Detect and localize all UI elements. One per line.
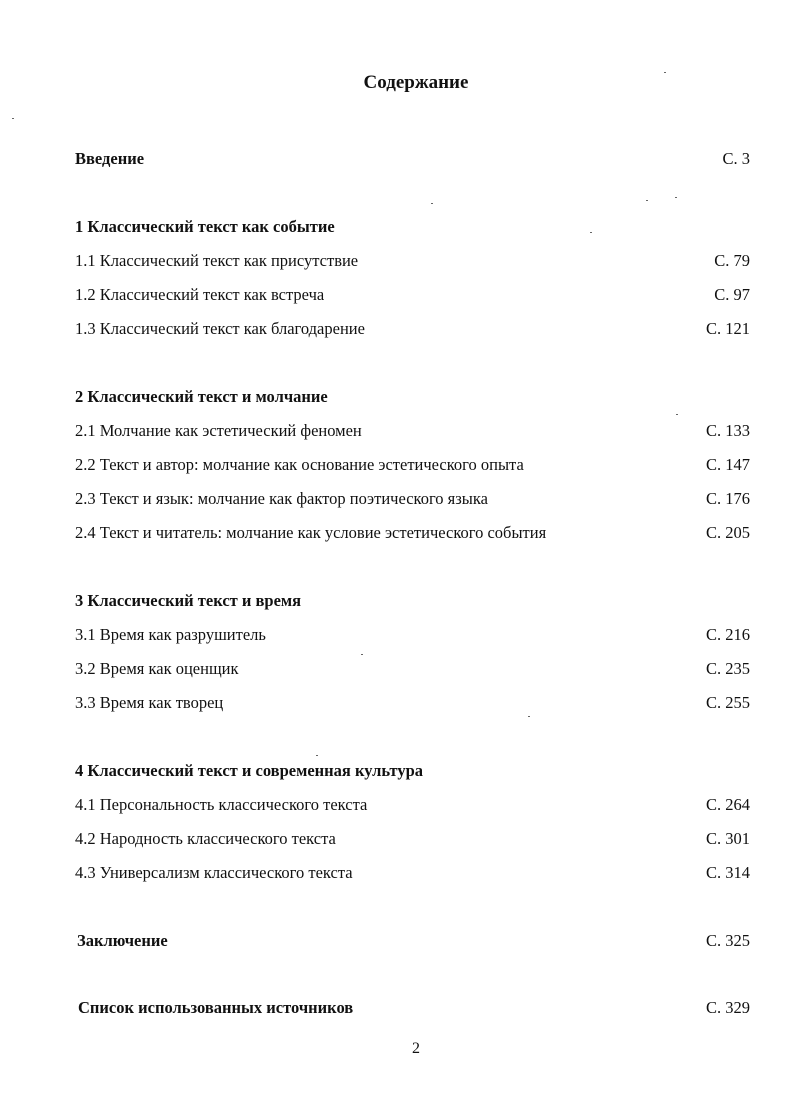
scan-speck: [590, 232, 592, 233]
toc-entry: [0, 659, 792, 683]
scan-speck: [646, 200, 648, 201]
toc-entry-conclusion: [0, 931, 792, 955]
toc-label: 4.1 Персональность классического текста: [75, 795, 368, 814]
toc-entry: [0, 455, 792, 479]
scan-speck: [12, 118, 14, 119]
toc-entry: [0, 523, 792, 547]
toc-entry-sources: [0, 998, 792, 1022]
scan-speck: [664, 72, 666, 73]
toc-label: 3.1 Время как разрушитель: [75, 625, 266, 644]
toc-entry: [0, 319, 792, 343]
toc-entry: [0, 829, 792, 853]
toc-page-ref: С. 235: [705, 659, 750, 678]
toc-label: 4.2 Народность классического текста: [75, 829, 336, 848]
page-number: 2: [412, 1040, 420, 1057]
toc-label: 1.1 Классический текст как присутствие: [75, 251, 359, 270]
toc-entry: [0, 285, 792, 309]
toc-label: 3.3 Время как творец: [75, 693, 224, 712]
toc-chapter-3-heading: [0, 591, 792, 615]
toc-page-ref: С. 79: [714, 251, 750, 270]
toc-page-ref: С. 97: [714, 285, 750, 304]
toc-chapter-1-heading: [0, 217, 792, 241]
scan-speck: [316, 755, 318, 756]
toc-chapter-4-heading: [0, 761, 792, 785]
page-title: Содержание: [363, 72, 469, 93]
toc-entry: [0, 863, 792, 887]
toc-label: Заключение: [77, 931, 168, 950]
toc-page-ref: С. 329: [705, 998, 750, 1017]
toc-label: Введение: [75, 149, 145, 168]
toc-label: 2.3 Текст и язык: молчание как фактор поэтического языка: [75, 489, 488, 508]
toc-label: 1 Классический текст как событие: [75, 217, 335, 236]
scan-speck: [361, 654, 363, 655]
toc-chapter-2-heading: [0, 387, 792, 411]
scan-speck: [675, 197, 677, 198]
toc-label: 4.3 Универсализм классического текста: [75, 863, 353, 882]
toc-label: 2.2 Текст и автор: молчание как основание эстетического опыта: [75, 455, 524, 474]
toc-page-ref: С. 3: [722, 149, 750, 168]
toc-label: 2 Классический текст и молчание: [75, 387, 328, 406]
toc-entry: [0, 489, 792, 513]
toc-label: 1.2 Классический текст как встреча: [75, 285, 325, 304]
toc-label: 4 Классический текст и современная культура: [75, 761, 423, 780]
toc-entry: [0, 251, 792, 275]
toc-page-ref: С. 325: [705, 931, 750, 950]
toc-label: 2.1 Молчание как эстетический феномен: [75, 421, 362, 440]
toc-page-ref: С. 121: [705, 319, 750, 338]
toc-page-ref: С. 314: [705, 863, 750, 882]
toc-label: 3 Классический текст и время: [75, 591, 302, 610]
toc-label: Список использованных источников: [78, 998, 354, 1017]
toc-page-ref: С. 205: [705, 523, 750, 542]
toc-page-ref: С. 176: [705, 489, 750, 508]
toc-entry: [0, 795, 792, 819]
scan-speck: [676, 414, 678, 415]
toc-label: 1.3 Классический текст как благодарение: [75, 319, 365, 338]
toc-page-ref: С. 301: [705, 829, 750, 848]
scan-speck: [431, 203, 433, 204]
scan-speck: [528, 716, 530, 717]
toc-page-ref: С. 255: [705, 693, 750, 712]
toc-entry: [0, 625, 792, 649]
toc-entry: [0, 421, 792, 445]
toc-entry-introduction: [0, 149, 792, 173]
toc-page-ref: С. 133: [705, 421, 750, 440]
toc-entry: [0, 693, 792, 717]
toc-label: 3.2 Время как оценщик: [75, 659, 239, 678]
toc-page-ref: С. 264: [705, 795, 750, 814]
toc-page-ref: С. 147: [705, 455, 750, 474]
toc-label: 2.4 Текст и читатель: молчание как условие эстетического события: [75, 523, 547, 542]
toc-page-ref: С. 216: [705, 625, 750, 644]
